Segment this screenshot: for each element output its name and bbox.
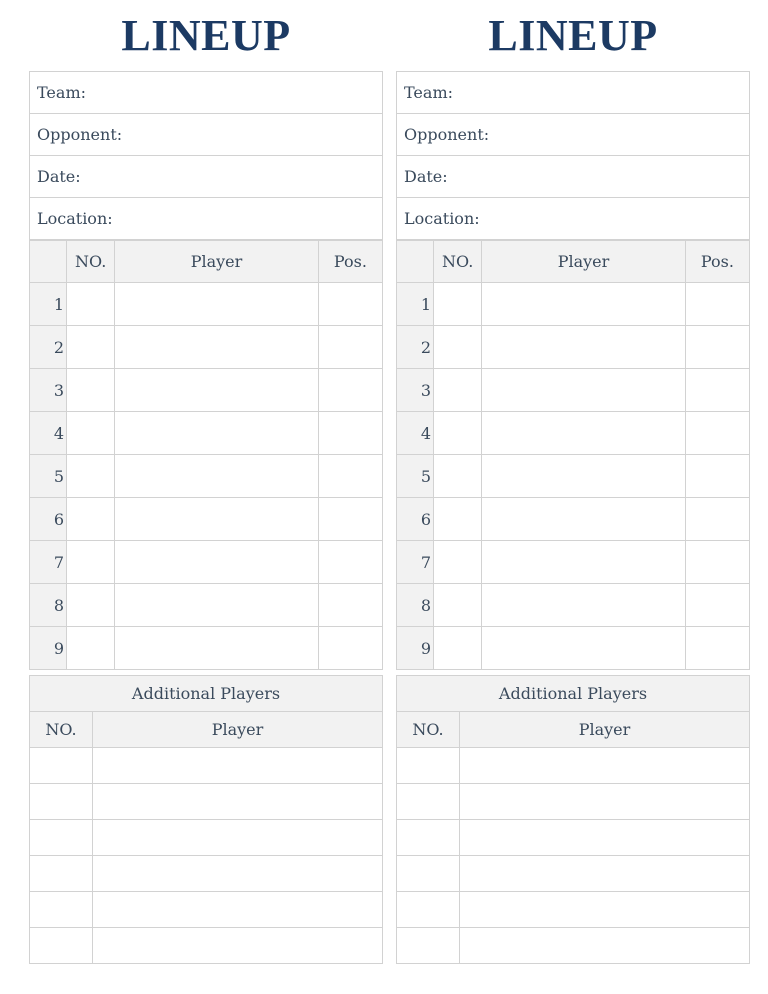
- player-header: Player: [115, 241, 319, 283]
- jersey-number-cell[interactable]: [67, 541, 115, 584]
- batting-order-number: 2: [397, 326, 434, 369]
- position-cell[interactable]: [685, 498, 749, 541]
- jersey-number-cell[interactable]: [397, 820, 460, 856]
- player-name-cell[interactable]: [115, 584, 319, 627]
- jersey-number-cell[interactable]: [397, 892, 460, 928]
- jersey-number-cell[interactable]: [30, 820, 93, 856]
- table-row: [397, 856, 750, 892]
- additional-players-title: Additional Players: [30, 676, 383, 712]
- position-cell[interactable]: [318, 455, 382, 498]
- player-name-cell[interactable]: [115, 326, 319, 369]
- table-row: [397, 627, 750, 670]
- player-name-cell[interactable]: [482, 412, 686, 455]
- table-row: [397, 892, 750, 928]
- batting-order-number: 8: [397, 584, 434, 627]
- player-name-cell[interactable]: [93, 784, 383, 820]
- info-row-team: [397, 72, 750, 114]
- position-cell[interactable]: [685, 369, 749, 412]
- player-name-cell[interactable]: [482, 326, 686, 369]
- table-row: [397, 784, 750, 820]
- batting-order-table: [29, 240, 383, 670]
- table-row: [30, 455, 383, 498]
- jersey-number-cell[interactable]: [30, 928, 93, 964]
- position-cell[interactable]: [685, 584, 749, 627]
- position-cell[interactable]: [318, 498, 382, 541]
- jersey-number-cell[interactable]: [434, 541, 482, 584]
- batting-order-number: 5: [397, 455, 434, 498]
- table-row: [30, 584, 383, 627]
- lineup-sheet-right: [396, 0, 750, 964]
- player-name-cell[interactable]: [115, 455, 319, 498]
- table-row: [30, 784, 383, 820]
- order-header: [30, 241, 67, 283]
- player-name-cell[interactable]: [115, 412, 319, 455]
- jersey-number-cell[interactable]: [434, 455, 482, 498]
- table-row: [397, 541, 750, 584]
- info-row-opponent: [397, 114, 750, 156]
- number-header: NO.: [434, 241, 482, 283]
- number-header: NO.: [30, 712, 93, 748]
- position-header: Pos.: [318, 241, 382, 283]
- location-field[interactable]: Location:: [30, 198, 383, 240]
- player-name-cell[interactable]: [93, 820, 383, 856]
- batting-order-number: 7: [397, 541, 434, 584]
- player-name-cell[interactable]: [460, 892, 750, 928]
- position-cell[interactable]: [318, 627, 382, 670]
- table-row: [397, 748, 750, 784]
- player-name-cell[interactable]: [482, 455, 686, 498]
- additional-players-table: [396, 675, 750, 964]
- batting-order-number: 4: [30, 412, 67, 455]
- table-row: [397, 820, 750, 856]
- jersey-number-cell[interactable]: [67, 412, 115, 455]
- position-cell[interactable]: [318, 541, 382, 584]
- table-row: [30, 928, 383, 964]
- table-row: [30, 326, 383, 369]
- jersey-number-cell[interactable]: [30, 856, 93, 892]
- team-field[interactable]: Team:: [397, 72, 750, 114]
- player-name-cell[interactable]: [482, 584, 686, 627]
- table-row: [397, 369, 750, 412]
- player-name-cell[interactable]: [460, 820, 750, 856]
- player-name-cell[interactable]: [93, 748, 383, 784]
- info-row-date: [30, 156, 383, 198]
- table-row: [30, 856, 383, 892]
- player-header: Player: [460, 712, 750, 748]
- table-row: [30, 498, 383, 541]
- batting-order-number: 6: [397, 498, 434, 541]
- jersey-number-cell[interactable]: [397, 856, 460, 892]
- position-cell[interactable]: [318, 584, 382, 627]
- table-row: [397, 928, 750, 964]
- player-name-cell[interactable]: [482, 541, 686, 584]
- table-row: [397, 326, 750, 369]
- batting-order-number: 9: [397, 627, 434, 670]
- player-name-cell[interactable]: [115, 541, 319, 584]
- opponent-field[interactable]: Opponent:: [30, 114, 383, 156]
- jersey-number-cell[interactable]: [67, 584, 115, 627]
- team-field[interactable]: Team:: [30, 72, 383, 114]
- info-row-opponent: [30, 114, 383, 156]
- jersey-number-cell[interactable]: [67, 627, 115, 670]
- table-row: [397, 455, 750, 498]
- jersey-number-cell[interactable]: [434, 283, 482, 326]
- table-row: [30, 627, 383, 670]
- position-cell[interactable]: [685, 455, 749, 498]
- number-header: NO.: [397, 712, 460, 748]
- sheet-title: LINEUP: [121, 11, 291, 60]
- player-header: Player: [93, 712, 383, 748]
- info-row-team: [30, 72, 383, 114]
- player-name-cell[interactable]: [115, 498, 319, 541]
- batting-order-number: 3: [30, 369, 67, 412]
- jersey-number-cell[interactable]: [67, 283, 115, 326]
- position-cell[interactable]: [685, 326, 749, 369]
- jersey-number-cell[interactable]: [397, 784, 460, 820]
- additional-players-table: [29, 675, 383, 964]
- table-row: [30, 820, 383, 856]
- game-info-table: [396, 71, 750, 240]
- jersey-number-cell[interactable]: [67, 369, 115, 412]
- player-name-cell[interactable]: [93, 892, 383, 928]
- player-name-cell[interactable]: [482, 369, 686, 412]
- table-row: [30, 541, 383, 584]
- jersey-number-cell[interactable]: [397, 748, 460, 784]
- jersey-number-cell[interactable]: [67, 326, 115, 369]
- player-name-cell[interactable]: [115, 283, 319, 326]
- batting-order-number: 4: [397, 412, 434, 455]
- jersey-number-cell[interactable]: [67, 455, 115, 498]
- position-cell[interactable]: [318, 369, 382, 412]
- batting-order-number: 9: [30, 627, 67, 670]
- table-row: [397, 498, 750, 541]
- position-cell[interactable]: [318, 412, 382, 455]
- info-row-location: [30, 198, 383, 240]
- table-row: [30, 283, 383, 326]
- player-name-cell[interactable]: [93, 928, 383, 964]
- batting-order-number: 1: [30, 283, 67, 326]
- table-row: [397, 584, 750, 627]
- lineup-header-row: [397, 241, 750, 283]
- batting-order-number: 2: [30, 326, 67, 369]
- opponent-field[interactable]: Opponent:: [397, 114, 750, 156]
- player-name-cell[interactable]: [482, 498, 686, 541]
- player-header: Player: [482, 241, 686, 283]
- jersey-number-cell[interactable]: [30, 892, 93, 928]
- lineup-header-row: [30, 241, 383, 283]
- batting-order-number: 6: [30, 498, 67, 541]
- table-row: [30, 412, 383, 455]
- additional-header-row: [397, 712, 750, 748]
- date-field[interactable]: Date:: [397, 156, 750, 198]
- batting-order-number: 3: [397, 369, 434, 412]
- position-cell[interactable]: [685, 627, 749, 670]
- player-name-cell[interactable]: [482, 627, 686, 670]
- position-header: Pos.: [685, 241, 749, 283]
- position-cell[interactable]: [318, 326, 382, 369]
- number-header: NO.: [67, 241, 115, 283]
- player-name-cell[interactable]: [460, 748, 750, 784]
- jersey-number-cell[interactable]: [434, 627, 482, 670]
- batting-order-number: 1: [397, 283, 434, 326]
- jersey-number-cell[interactable]: [434, 369, 482, 412]
- batting-order-number: 8: [30, 584, 67, 627]
- position-cell[interactable]: [685, 283, 749, 326]
- sheet-title: LINEUP: [488, 11, 658, 60]
- batting-order-table: [396, 240, 750, 670]
- game-info-table: [29, 71, 383, 240]
- batting-order-number: 7: [30, 541, 67, 584]
- jersey-number-cell[interactable]: [397, 928, 460, 964]
- order-header: [397, 241, 434, 283]
- player-name-cell[interactable]: [93, 856, 383, 892]
- jersey-number-cell[interactable]: [30, 748, 93, 784]
- jersey-number-cell[interactable]: [434, 326, 482, 369]
- position-cell[interactable]: [685, 412, 749, 455]
- batting-order-number: 5: [30, 455, 67, 498]
- additional-players-title: Additional Players: [397, 676, 750, 712]
- player-name-cell[interactable]: [115, 369, 319, 412]
- jersey-number-cell[interactable]: [434, 412, 482, 455]
- position-cell[interactable]: [318, 283, 382, 326]
- player-name-cell[interactable]: [482, 283, 686, 326]
- table-row: [397, 412, 750, 455]
- table-row: [397, 283, 750, 326]
- info-row-location: [397, 198, 750, 240]
- jersey-number-cell[interactable]: [434, 584, 482, 627]
- jersey-number-cell[interactable]: [67, 498, 115, 541]
- date-field[interactable]: Date:: [30, 156, 383, 198]
- additional-header-row: [30, 712, 383, 748]
- table-row: [30, 748, 383, 784]
- info-row-date: [397, 156, 750, 198]
- player-name-cell[interactable]: [115, 627, 319, 670]
- jersey-number-cell[interactable]: [30, 784, 93, 820]
- jersey-number-cell[interactable]: [434, 498, 482, 541]
- table-row: [30, 892, 383, 928]
- player-name-cell[interactable]: [460, 784, 750, 820]
- position-cell[interactable]: [685, 541, 749, 584]
- table-row: [30, 369, 383, 412]
- player-name-cell[interactable]: [460, 928, 750, 964]
- player-name-cell[interactable]: [460, 856, 750, 892]
- lineup-sheet-left: [29, 0, 383, 964]
- location-field[interactable]: Location:: [397, 198, 750, 240]
